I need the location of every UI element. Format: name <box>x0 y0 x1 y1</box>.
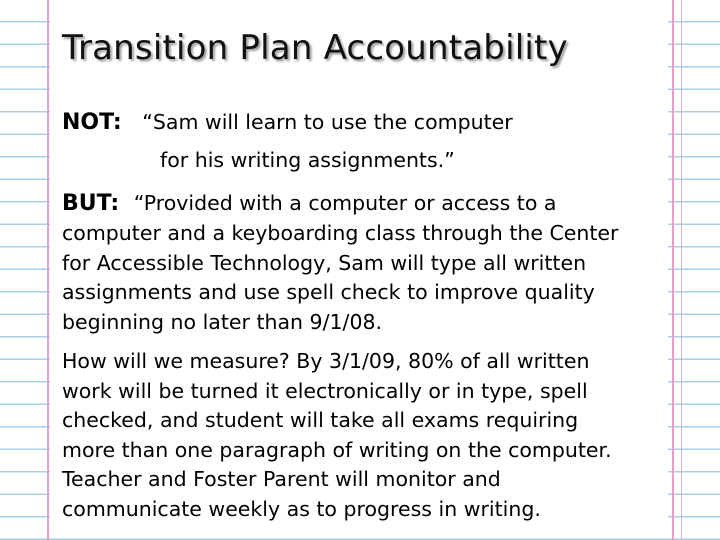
right-margin-line-secondary <box>681 0 682 540</box>
measure-text-line: checked, and student will take all exams requiring <box>62 408 579 432</box>
right-margin-line <box>672 0 674 540</box>
measure-text-line: communicate weekly as to progress in writing. <box>62 496 541 521</box>
slide-title: Transition Plan Accountability <box>62 28 568 68</box>
not-text-line-2: for his writing assignments.” <box>160 148 455 172</box>
but-text-line: for Accessible Technology, Sam will type all written <box>62 250 587 275</box>
not-label: NOT: <box>62 110 122 135</box>
measure-text-line: more than one paragraph of writing on the computer. <box>62 437 612 462</box>
measure-text-line: work will be turned it electronically or in type, spell <box>62 378 588 403</box>
but-line-1 <box>62 189 556 218</box>
but-label: BUT: <box>62 191 120 216</box>
but-text-line: computer and a keyboarding class through the Center <box>62 221 619 245</box>
but-text-line: assignments and use spell check to improve quality <box>62 280 595 304</box>
not-line-1 <box>62 108 513 137</box>
but-paragraph <box>62 219 618 337</box>
but-text-line-1: “Provided with a computer or access to a <box>133 191 557 215</box>
measure-paragraph <box>62 347 612 524</box>
measure-text-line: How will we measure? By 3/1/09, 80% of all written <box>62 349 590 373</box>
not-text-line-1: “Sam will learn to use the computer <box>142 110 513 134</box>
left-margin-line <box>47 0 49 540</box>
slide-content <box>50 18 668 530</box>
measure-text-line: Teacher and Foster Parent will monitor and <box>62 467 501 491</box>
but-text-line: beginning no later than 9/1/08. <box>62 309 383 334</box>
